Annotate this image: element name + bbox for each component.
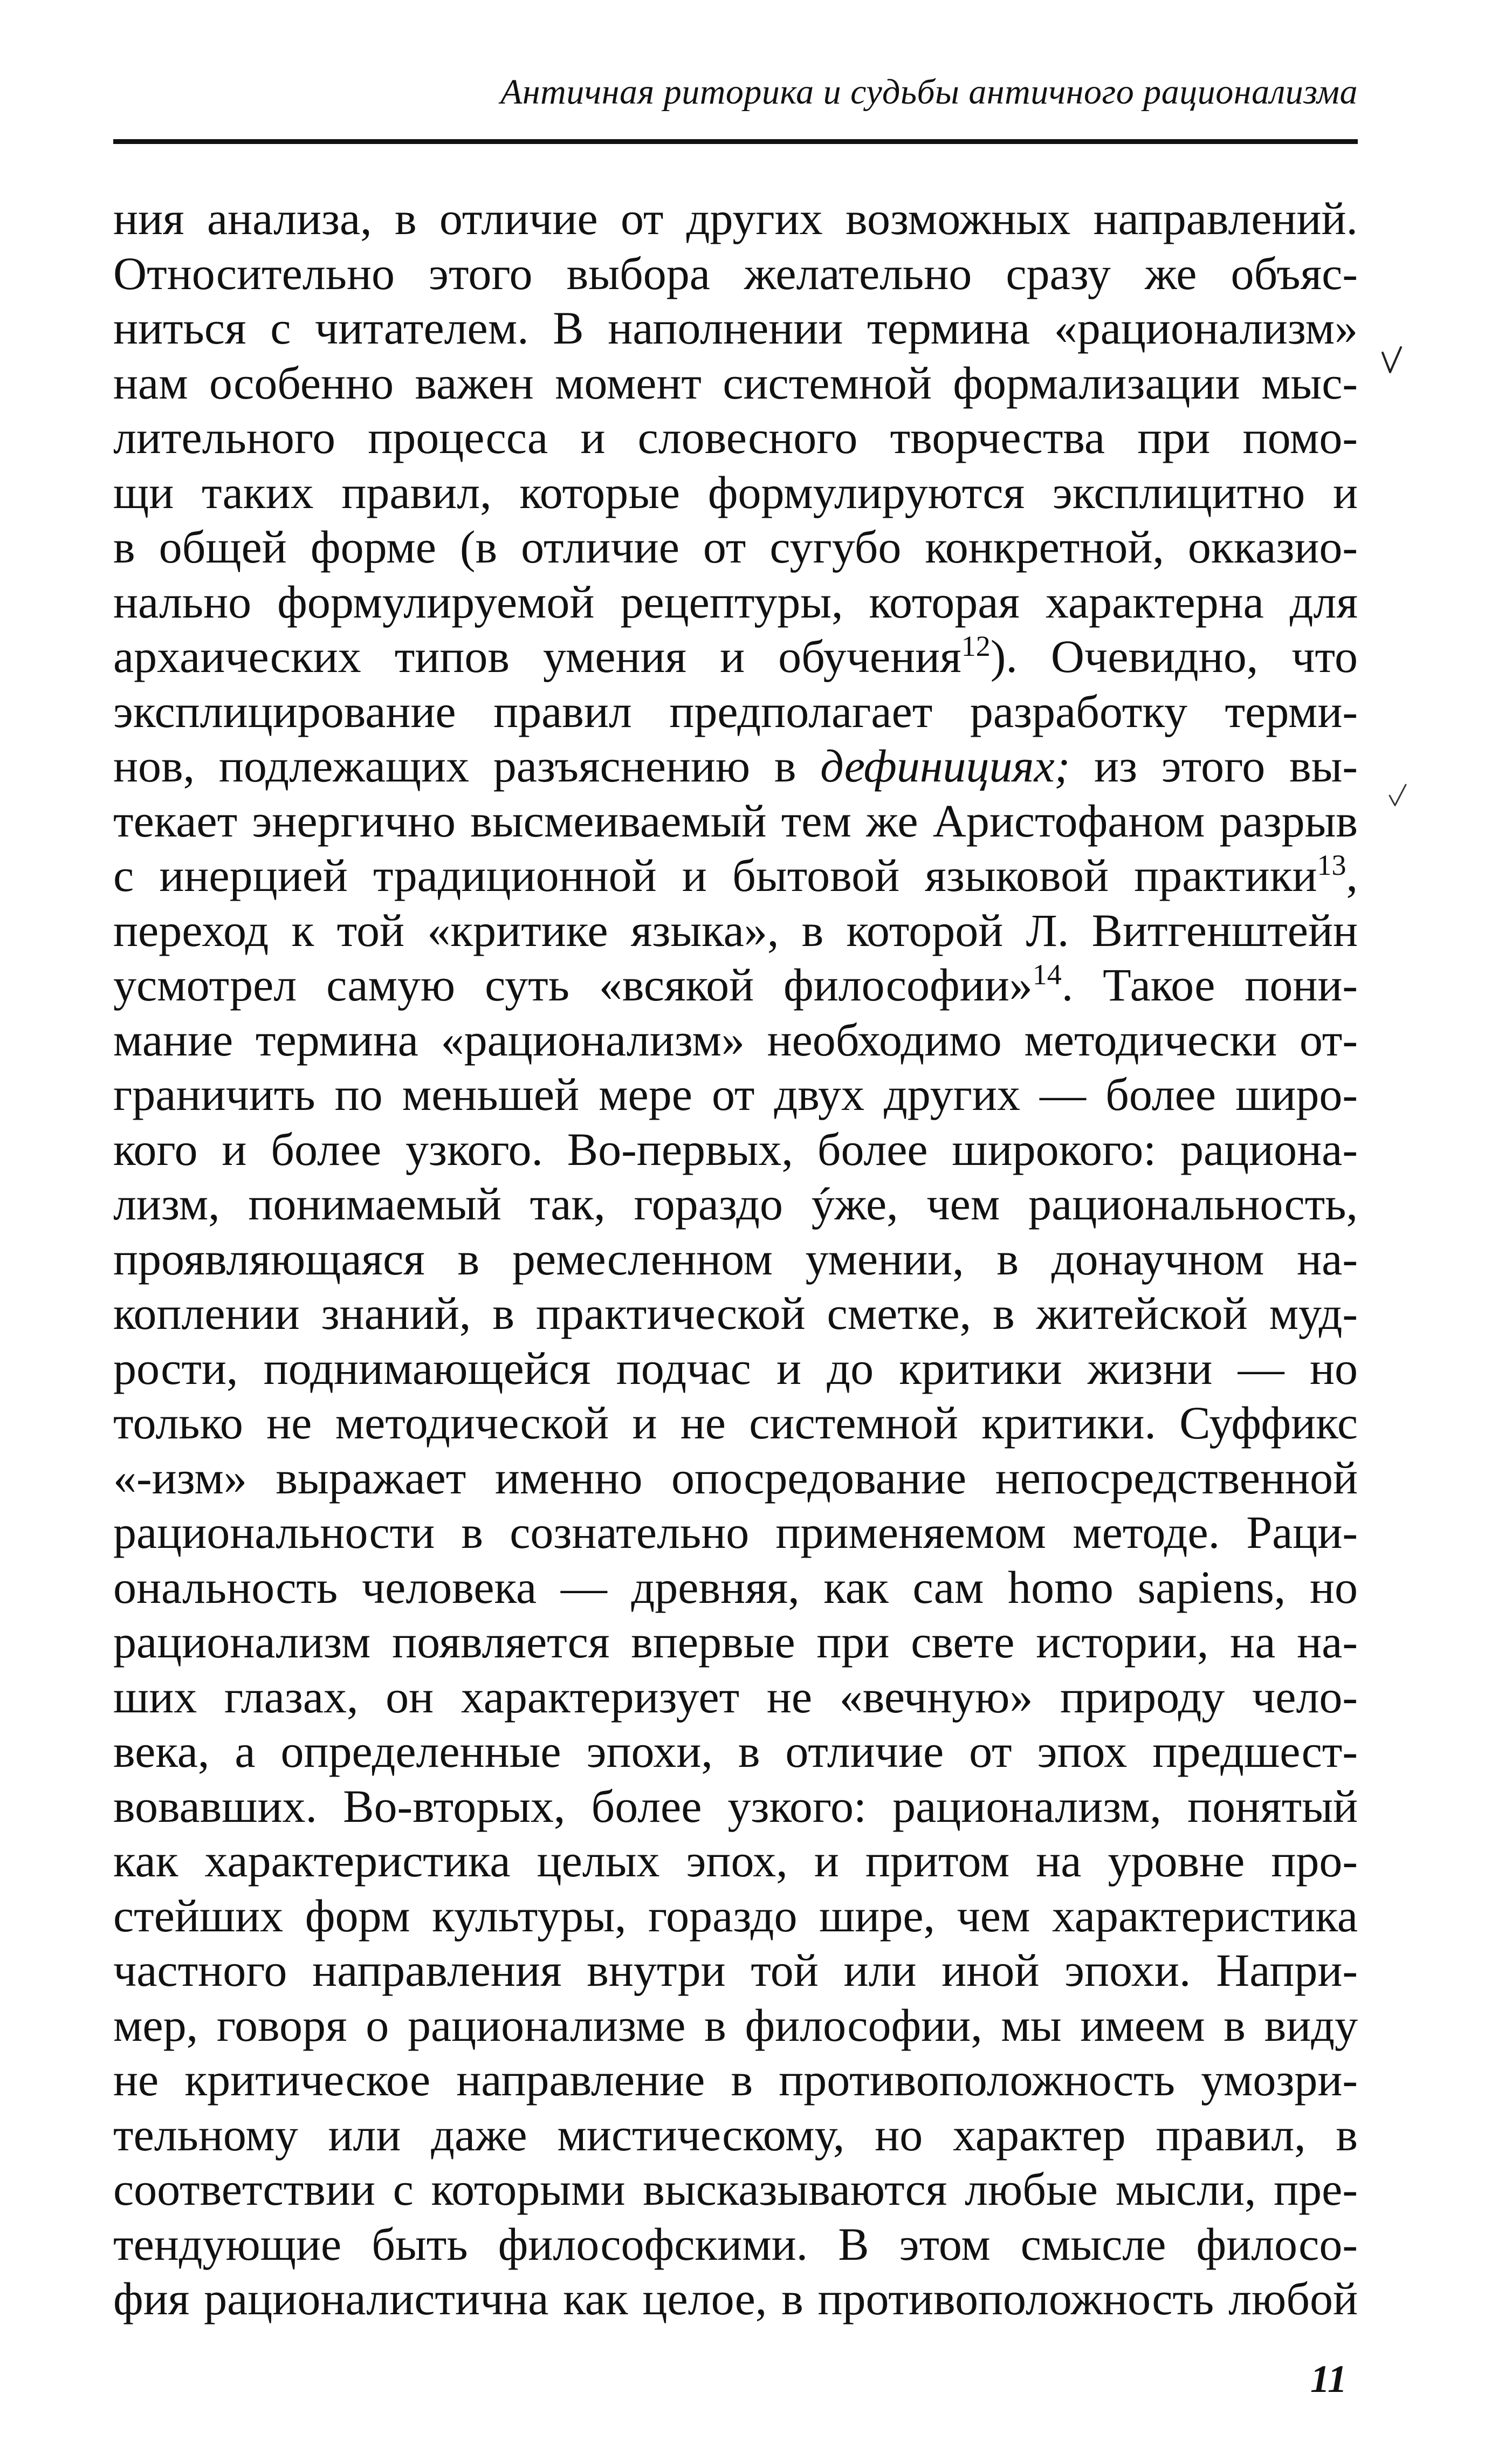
text-line (113, 1286, 1358, 1341)
text-segment: мание термина «рационализм» необходимо методически от- (113, 1013, 1358, 1066)
text-line (113, 629, 1358, 684)
text-line (113, 684, 1358, 739)
footnote-ref: 12 (961, 630, 991, 662)
check-mark-icon (1379, 345, 1405, 378)
text-line (113, 2108, 1358, 2163)
text-line (113, 2162, 1358, 2217)
text-segment: проявляющаяся в ремесленном умении, в донаучном на- (113, 1232, 1358, 1285)
text-line (113, 1451, 1358, 1506)
text-segment: стейших форм культуры, гораздо шире, чем характеристика (113, 1889, 1358, 1942)
text-line (113, 1724, 1358, 1779)
text-line (113, 794, 1358, 849)
text-line (113, 1615, 1358, 1670)
footnote-ref: 14 (1032, 958, 1062, 991)
text-segment: переход к той «критике языка», в которой Л. Витгенштейн (113, 904, 1358, 956)
text-line (113, 1834, 1358, 1889)
text-line (113, 1396, 1358, 1451)
text-segment: кого и более узкого. Во-первых, более широкого: рациона- (113, 1123, 1358, 1175)
body-text (113, 191, 1358, 2327)
text-line (113, 1177, 1358, 1232)
text-segment: ния анализа, в отличие от других возможных направлений. (113, 193, 1358, 244)
text-segment: ниться с читателем. В наполнении термина «рационализм» (113, 302, 1358, 354)
text-segment: текает энергично высмеиваемый тем же Аристофаном разрыв (113, 794, 1358, 847)
text-segment: Относительно этого выбора желательно сразу же объяс- (113, 247, 1358, 299)
text-segment: фия рационалистична как целое, в противоположность любой (113, 2273, 1358, 2325)
footnote-ref: 13 (1317, 849, 1346, 881)
text-line (113, 246, 1358, 301)
text-line (113, 301, 1358, 356)
text-segment: ). Очевидно, что (990, 630, 1358, 682)
text-segment: соответствии с которыми высказываются любые мысли, пре- (113, 2163, 1358, 2215)
text-line (113, 1670, 1358, 1725)
text-segment: коплении знаний, в практической сметке, в житейской муд- (113, 1287, 1358, 1339)
text-segment: лизм, понимаемый так, гораздо ýже, чем рациональность, (113, 1178, 1358, 1230)
text-segment: рости, поднимающейся подчас и до критики жизни — но (113, 1342, 1358, 1394)
text-segment: «-изм» выражает именно опосредование непосредственной (113, 1451, 1358, 1504)
text-segment: лительного процесса и словесного творчества при помо- (113, 412, 1358, 463)
text-segment: рациональности в сознательно применяемом методе. Раци- (113, 1506, 1358, 1558)
text-segment: . Такое пони- (1061, 959, 1358, 1011)
text-segment: тендующие быть философскими. В этом смысле филосо- (113, 2218, 1358, 2270)
text-segment: ональность человека — древняя, как сам homo sapiens, но (113, 1561, 1358, 1613)
text-line (113, 1943, 1358, 1998)
text-segment: граничить по меньшей мере от двух других — более широ- (113, 1068, 1358, 1120)
text-segment: нально формулируемой рецептуры, которая характерна для (113, 575, 1358, 628)
text-line (113, 1560, 1358, 1615)
text-segment: не критическое направление в противоположность умозри- (113, 2054, 1358, 2106)
text-segment: мер, говоря о рационализме в философии, мы имеем в виду (113, 1999, 1358, 2051)
text-segment: с инерцией традиционной и бытовой языковой практики (113, 849, 1317, 901)
text-segment: вовавших. Во-вторых, более узкого: рационализм, понятый (113, 1780, 1358, 1832)
header-rule (113, 139, 1358, 144)
text-segment: века, а определенные эпохи, в отличие от эпох предшест- (113, 1725, 1358, 1777)
text-line (113, 1122, 1358, 1177)
text-segment: рационализм появляется впервые при свете истории, на на- (113, 1616, 1358, 1668)
text-line (113, 1505, 1358, 1560)
text-line (113, 1013, 1358, 1068)
text-line (113, 739, 1358, 794)
text-segment: эксплицирование правил предполагает разработку терми- (113, 685, 1358, 737)
text-line (113, 520, 1358, 575)
text-segment: частного направления внутри той или иной эпохи. Напри- (113, 1944, 1358, 1996)
check-mark-icon (1387, 782, 1408, 809)
text-line (113, 356, 1358, 411)
page-number: 11 (1310, 2357, 1347, 2401)
text-line (113, 2217, 1358, 2272)
text-segment: тельному или даже мистическому, но характер правил, в (113, 2108, 1358, 2161)
text-segment: ших глазах, он характеризует не «вечную» природу чело- (113, 1670, 1358, 1723)
text-line (113, 1341, 1358, 1396)
text-line (113, 1998, 1358, 2053)
text-line (113, 1779, 1358, 1834)
running-head: Античная риторика и судьбы античного рационализма (500, 72, 1358, 112)
text-line (113, 1889, 1358, 1944)
text-segment: как характеристика целых эпох, и притом на уровне про- (113, 1835, 1358, 1887)
text-segment: щи таких правил, которые формулируются эксплицитно и (113, 466, 1358, 518)
text-line (113, 575, 1358, 630)
text-segment: нам особенно важен момент системной формализации мыс- (113, 356, 1358, 409)
text-line (113, 848, 1358, 903)
text-line (113, 191, 1358, 246)
emphasis-text: дефинициях; (820, 740, 1070, 792)
text-segment: , (1346, 849, 1358, 901)
text-line (113, 1232, 1358, 1287)
text-segment: нов, подлежащих разъяснению в (113, 740, 821, 792)
text-segment: архаических типов умения и обучения (113, 630, 961, 682)
text-segment: усмотрел самую суть «всякой философии» (113, 959, 1033, 1011)
text-segment: из этого вы- (1070, 740, 1358, 792)
text-line (113, 2272, 1358, 2327)
text-line (113, 1067, 1358, 1122)
text-segment: только не методической и не системной критики. Суффикс (113, 1397, 1358, 1449)
text-line (113, 2053, 1358, 2108)
text-line (113, 903, 1358, 958)
text-line (113, 465, 1358, 520)
text-segment: в общей форме (в отличие от сугубо конкретной, окказио- (113, 521, 1358, 573)
text-line (113, 958, 1358, 1013)
text-line (113, 410, 1358, 465)
